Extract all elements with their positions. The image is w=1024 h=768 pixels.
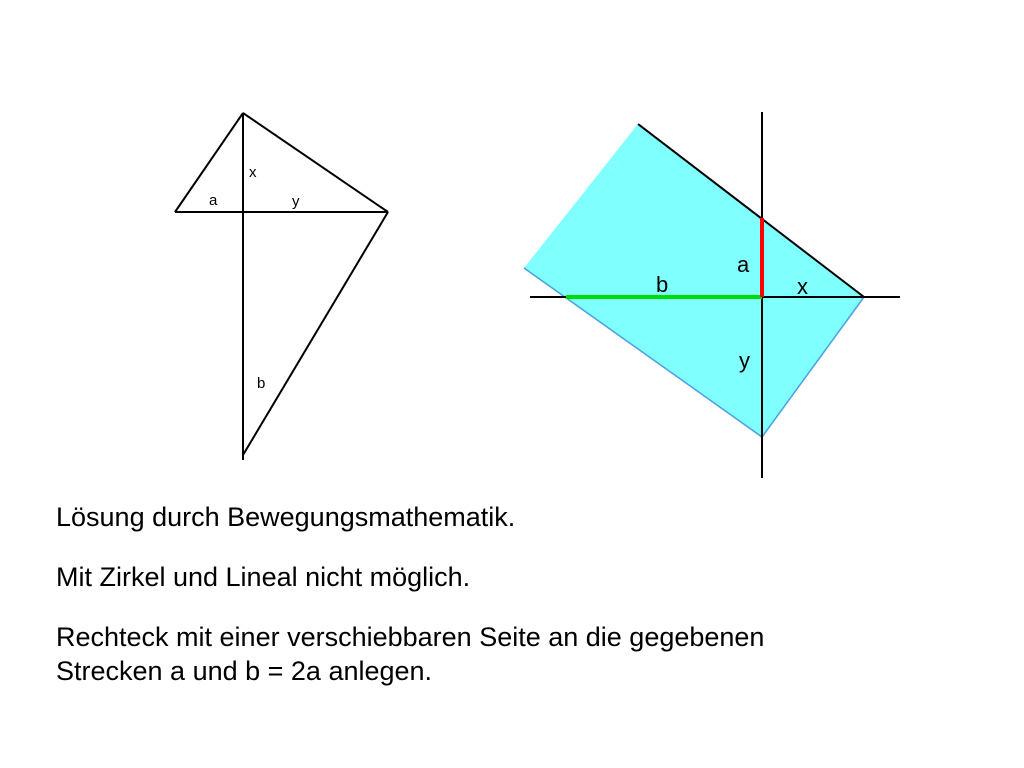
left-edge-bottom-right bbox=[243, 212, 388, 455]
left-label-x: x bbox=[249, 164, 257, 181]
left-edge-top-right bbox=[243, 113, 388, 212]
left-label-b: b bbox=[257, 375, 266, 392]
left-figure bbox=[175, 113, 388, 460]
right-figure bbox=[524, 112, 900, 478]
text-instruction bbox=[56, 620, 996, 688]
right-label-x: x bbox=[797, 274, 808, 299]
right-label-b: b bbox=[656, 272, 669, 297]
left-label-y: y bbox=[292, 193, 300, 210]
text-solution-method: Lösung durch Bewegungsmathematik. bbox=[56, 502, 516, 532]
rectangle bbox=[524, 124, 864, 437]
text-instruction-line1: Rechteck mit einer verschiebbaren Seite an die gegebenen bbox=[56, 622, 765, 652]
left-label-a: a bbox=[209, 192, 218, 209]
right-label-a: a bbox=[737, 252, 750, 277]
right-label-y: y bbox=[739, 348, 750, 373]
text-not-possible: Mit Zirkel und Lineal nicht möglich. bbox=[56, 562, 471, 592]
text-instruction-line2: Strecken a und b = 2a anlegen. bbox=[56, 656, 433, 686]
